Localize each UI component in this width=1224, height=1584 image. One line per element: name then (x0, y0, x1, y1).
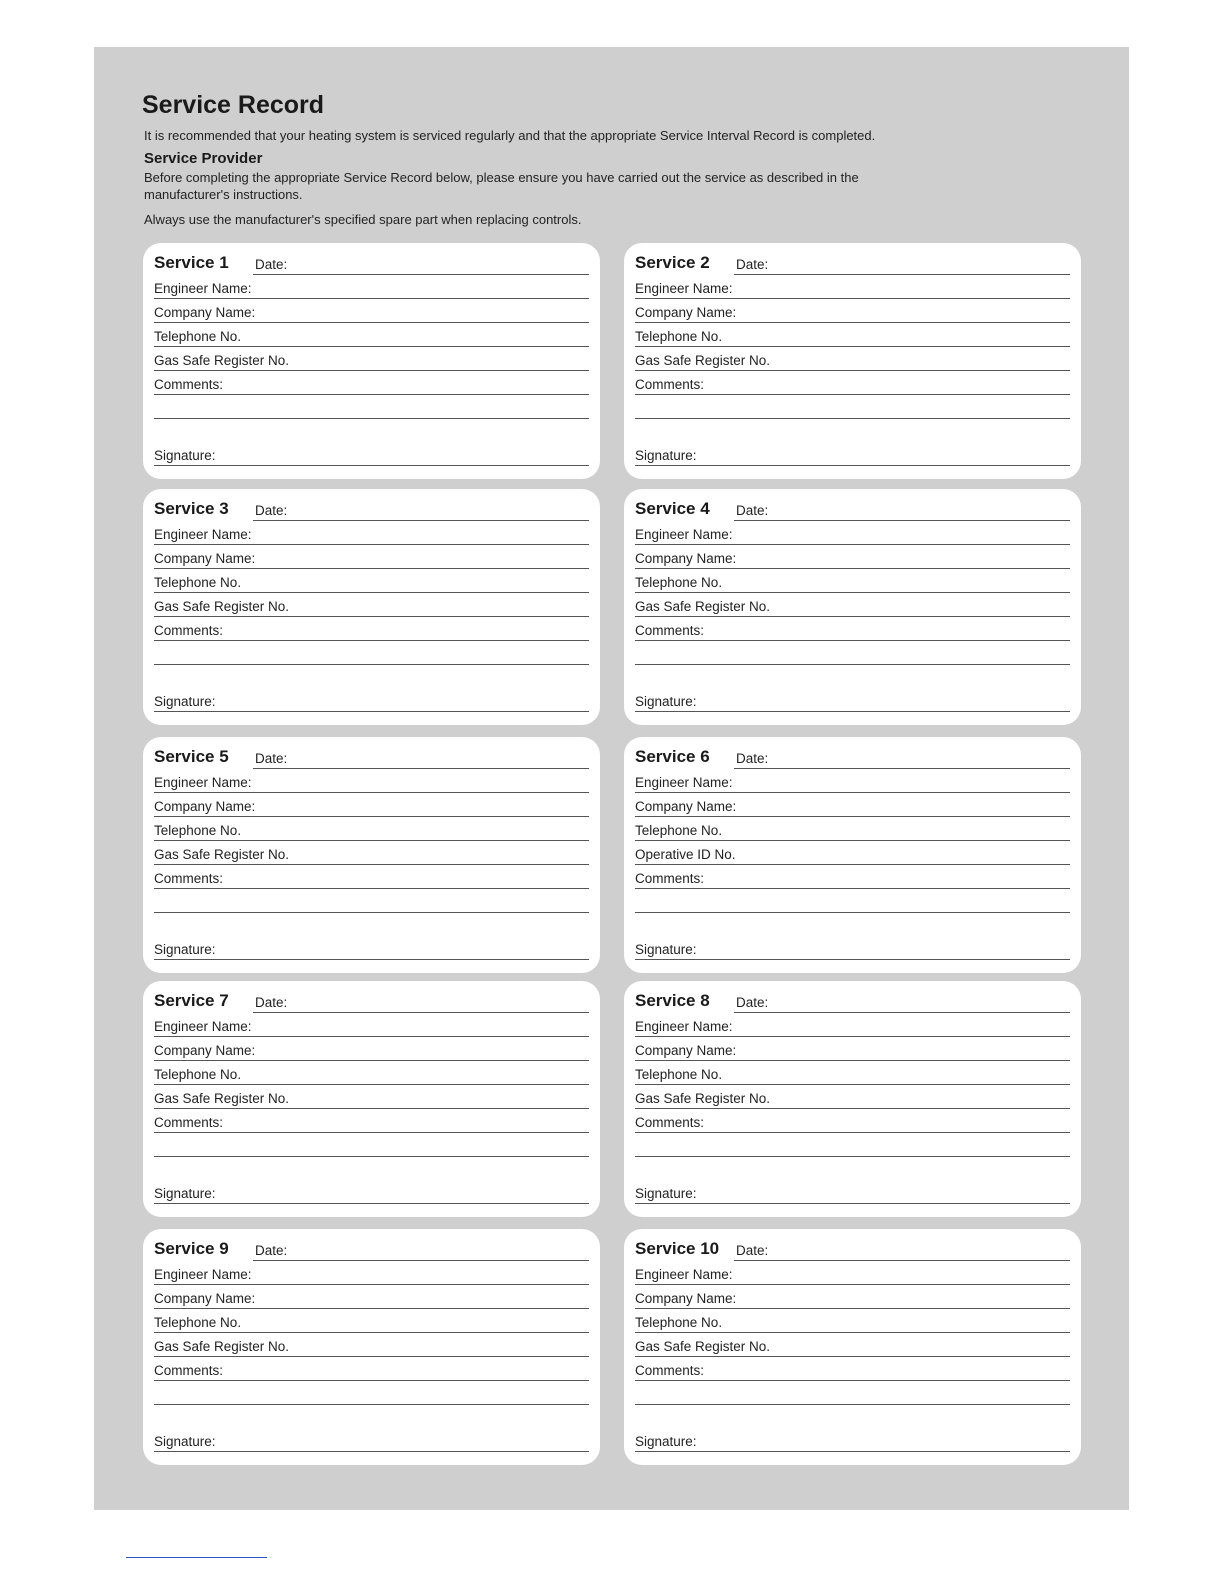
engineer-name-label: Engineer Name: (635, 281, 733, 296)
comments-label: Comments: (635, 1363, 705, 1378)
engineer-name-label: Engineer Name: (154, 775, 252, 790)
service-card-5 (143, 737, 600, 973)
register-number-field[interactable] (154, 346, 589, 371)
engineer-name-field[interactable] (154, 274, 589, 299)
service-heading: Service 10 (635, 1239, 720, 1258)
service-heading: Service 1 (154, 253, 229, 272)
engineer-name-label: Engineer Name: (154, 527, 252, 542)
telephone-label: Telephone No. (635, 823, 723, 838)
signature-label: Signature: (154, 694, 216, 709)
company-name-label: Company Name: (635, 305, 737, 320)
telephone-field[interactable] (154, 568, 589, 593)
operative-id-label: Operative ID No. (635, 847, 736, 862)
company-name-label: Company Name: (154, 305, 256, 320)
comments-label: Comments: (154, 871, 224, 886)
service-heading: Service 8 (635, 991, 710, 1010)
register-number-field[interactable] (635, 346, 1070, 371)
telephone-field[interactable] (154, 816, 589, 841)
service-heading: Service 6 (635, 747, 710, 766)
company-name-field[interactable] (635, 298, 1070, 323)
engineer-name-field[interactable] (154, 768, 589, 793)
comments-field[interactable] (635, 616, 1070, 641)
register-number-label: Gas Safe Register No. (635, 599, 771, 614)
comments-label: Comments: (154, 1115, 224, 1130)
footer-link-underline[interactable] (126, 1557, 267, 1558)
company-name-field[interactable] (635, 1036, 1070, 1061)
signature-field[interactable] (635, 1179, 1070, 1204)
signature-label: Signature: (635, 448, 697, 463)
signature-field[interactable] (635, 687, 1070, 712)
comments-label: Comments: (635, 377, 705, 392)
signature-field[interactable] (154, 441, 589, 466)
telephone-label: Telephone No. (154, 329, 242, 344)
company-name-label: Company Name: (154, 1291, 256, 1306)
engineer-name-label: Engineer Name: (635, 775, 733, 790)
signature-field[interactable] (635, 935, 1070, 960)
service-heading: Service 5 (154, 747, 229, 766)
service-card-10 (624, 1229, 1081, 1465)
provider-heading: Service Provider (144, 150, 263, 167)
engineer-name-label: Engineer Name: (635, 1267, 733, 1282)
signature-field[interactable] (154, 687, 589, 712)
register-number-field[interactable] (154, 592, 589, 617)
provider-text: Before completing the appropriate Service Record below, please ensure you have carried out the service as described in the manufacturer's instructions. (144, 170, 859, 202)
engineer-name-label: Engineer Name: (154, 1267, 252, 1282)
telephone-field[interactable] (635, 1308, 1070, 1333)
service-card-2 (624, 243, 1081, 479)
signature-label: Signature: (635, 694, 697, 709)
register-number-label: Gas Safe Register No. (635, 1091, 771, 1106)
service-heading: Service 4 (635, 499, 710, 518)
operative-id-field[interactable] (635, 840, 1070, 865)
register-number-field[interactable] (635, 1332, 1070, 1357)
comments-extra-line[interactable] (154, 1156, 589, 1157)
company-name-label: Company Name: (154, 1043, 256, 1058)
engineer-name-field[interactable] (635, 274, 1070, 299)
company-name-label: Company Name: (154, 799, 256, 814)
company-name-label: Company Name: (635, 1043, 737, 1058)
comments-field[interactable] (635, 864, 1070, 889)
telephone-label: Telephone No. (154, 823, 242, 838)
engineer-name-field[interactable] (154, 520, 589, 545)
date-label: Date: (736, 1243, 769, 1258)
date-label: Date: (255, 257, 288, 272)
telephone-field[interactable] (635, 1060, 1070, 1085)
telephone-field[interactable] (154, 322, 589, 347)
company-name-field[interactable] (154, 1036, 589, 1061)
company-name-field[interactable] (154, 1284, 589, 1309)
company-name-field[interactable] (154, 544, 589, 569)
service-card-6 (624, 737, 1081, 973)
engineer-name-label: Engineer Name: (635, 1019, 733, 1034)
service-record-sheet (94, 47, 1129, 1510)
date-label: Date: (736, 751, 769, 766)
service-heading: Service 2 (635, 253, 710, 272)
comments-extra-line[interactable] (635, 1404, 1070, 1405)
engineer-name-label: Engineer Name: (154, 281, 252, 296)
telephone-label: Telephone No. (635, 1067, 723, 1082)
engineer-name-field[interactable] (635, 520, 1070, 545)
engineer-name-field[interactable] (154, 1260, 589, 1285)
comments-field[interactable] (154, 864, 589, 889)
company-name-label: Company Name: (154, 551, 256, 566)
register-number-field[interactable] (635, 592, 1070, 617)
service-card-3 (143, 489, 600, 725)
register-number-label: Gas Safe Register No. (154, 353, 290, 368)
engineer-name-field[interactable] (635, 1260, 1070, 1285)
telephone-field[interactable] (635, 322, 1070, 347)
comments-label: Comments: (154, 1363, 224, 1378)
comments-field[interactable] (154, 1356, 589, 1381)
service-heading: Service 7 (154, 991, 229, 1010)
register-number-field[interactable] (154, 1332, 589, 1357)
comments-extra-line[interactable] (154, 664, 589, 665)
telephone-label: Telephone No. (635, 1315, 723, 1330)
signature-field[interactable] (154, 1179, 589, 1204)
signature-label: Signature: (635, 1434, 697, 1449)
company-name-field[interactable] (635, 1284, 1070, 1309)
service-card-4 (624, 489, 1081, 725)
comments-extra-line[interactable] (635, 912, 1070, 913)
engineer-name-field[interactable] (154, 1012, 589, 1037)
signature-label: Signature: (154, 1186, 216, 1201)
register-number-label: Gas Safe Register No. (635, 1339, 771, 1354)
comments-extra-line[interactable] (154, 912, 589, 913)
comments-field[interactable] (635, 1108, 1070, 1133)
date-label: Date: (255, 1243, 288, 1258)
telephone-field[interactable] (635, 568, 1070, 593)
signature-label: Signature: (154, 1434, 216, 1449)
register-number-field[interactable] (154, 1084, 589, 1109)
register-number-field[interactable] (154, 840, 589, 865)
telephone-field[interactable] (154, 1060, 589, 1085)
date-label: Date: (736, 995, 769, 1010)
date-label: Date: (736, 503, 769, 518)
engineer-name-label: Engineer Name: (154, 1019, 252, 1034)
company-name-field[interactable] (154, 298, 589, 323)
comments-label: Comments: (635, 871, 705, 886)
register-number-label: Gas Safe Register No. (154, 599, 290, 614)
telephone-field[interactable] (154, 1308, 589, 1333)
engineer-name-label: Engineer Name: (635, 527, 733, 542)
date-label: Date: (255, 995, 288, 1010)
comments-extra-line[interactable] (154, 1404, 589, 1405)
service-heading: Service 3 (154, 499, 229, 518)
service-card-7 (143, 981, 600, 1217)
company-name-label: Company Name: (635, 551, 737, 566)
comments-extra-line[interactable] (154, 418, 589, 419)
service-heading: Service 9 (154, 1239, 229, 1258)
register-number-label: Gas Safe Register No. (635, 353, 771, 368)
telephone-label: Telephone No. (635, 329, 723, 344)
engineer-name-field[interactable] (635, 768, 1070, 793)
signature-field[interactable] (154, 935, 589, 960)
telephone-label: Telephone No. (154, 575, 242, 590)
engineer-name-field[interactable] (635, 1012, 1070, 1037)
comments-field[interactable] (154, 370, 589, 395)
company-name-label: Company Name: (635, 799, 737, 814)
comments-extra-line[interactable] (635, 1156, 1070, 1157)
service-card-8 (624, 981, 1081, 1217)
intro-text: It is recommended that your heating system is serviced regularly and that the appropriate Service Interval Record is completed. (144, 128, 876, 143)
signature-label: Signature: (635, 1186, 697, 1201)
comments-label: Comments: (635, 623, 705, 638)
comments-field[interactable] (154, 616, 589, 641)
comments-extra-line[interactable] (635, 664, 1070, 665)
company-name-label: Company Name: (635, 1291, 737, 1306)
signature-field[interactable] (635, 1427, 1070, 1452)
date-label: Date: (255, 503, 288, 518)
page-title: Service Record (142, 91, 325, 119)
register-number-label: Gas Safe Register No. (154, 847, 290, 862)
comments-extra-line[interactable] (635, 418, 1070, 419)
register-number-label: Gas Safe Register No. (154, 1091, 290, 1106)
company-name-field[interactable] (154, 792, 589, 817)
register-number-field[interactable] (635, 1084, 1070, 1109)
signature-field[interactable] (154, 1427, 589, 1452)
service-card-1 (143, 243, 600, 479)
telephone-field[interactable] (635, 816, 1070, 841)
telephone-label: Telephone No. (154, 1315, 242, 1330)
telephone-label: Telephone No. (154, 1067, 242, 1082)
spare-part-note: Always use the manufacturer's specified spare part when replacing controls. (144, 212, 582, 227)
signature-label: Signature: (154, 448, 216, 463)
company-name-field[interactable] (635, 544, 1070, 569)
comments-label: Comments: (635, 1115, 705, 1130)
telephone-label: Telephone No. (635, 575, 723, 590)
service-card-9 (143, 1229, 600, 1465)
signature-label: Signature: (635, 942, 697, 957)
register-number-label: Gas Safe Register No. (154, 1339, 290, 1354)
company-name-field[interactable] (635, 792, 1070, 817)
comments-label: Comments: (154, 623, 224, 638)
date-label: Date: (736, 257, 769, 272)
date-label: Date: (255, 751, 288, 766)
comments-label: Comments: (154, 377, 224, 392)
comments-field[interactable] (154, 1108, 589, 1133)
signature-field[interactable] (635, 441, 1070, 466)
comments-field[interactable] (635, 1356, 1070, 1381)
signature-label: Signature: (154, 942, 216, 957)
comments-field[interactable] (635, 370, 1070, 395)
